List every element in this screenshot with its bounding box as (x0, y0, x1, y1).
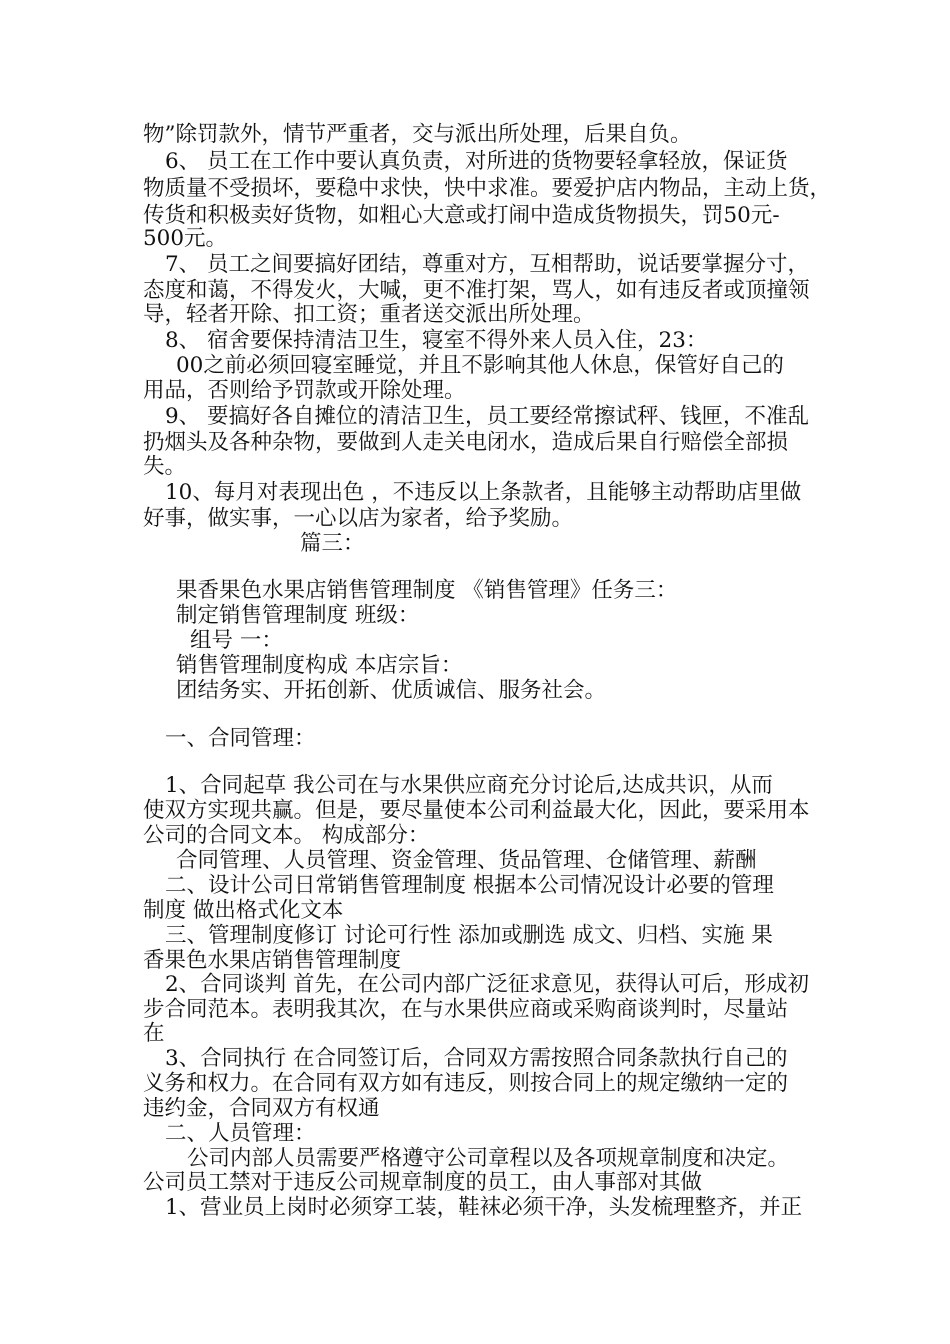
text-line: 态度和蔼，不得发火，大喊，更不准打架，骂人，如有违反者或顶撞领 (143, 278, 810, 303)
text-line: 违约金，合同双方有权通 (143, 1096, 380, 1121)
text-line: 步合同范本。表明我其次，在与水果供应商或采购商谈判时，尽量站 (143, 997, 789, 1022)
text-line: 使双方实现共赢。但是，要尽量使本公司利益最大化，因此，要采用本 (143, 798, 810, 823)
text-line: 扔烟头及各种杂物，要做到人走关电闭水，造成后果自行赔偿全部损 (143, 430, 789, 455)
text-line: 制度 做出格式化文本 (143, 898, 344, 923)
text-line: 公司内部人员需要严格遵守公司章程以及各项规章制度和决定。 (187, 1146, 790, 1171)
section-heading: 一、合同管理： (165, 726, 316, 751)
text-line: 物质量不受损坏，要稳中求快，快中求准。要爱护店内物品，主动上货， (143, 176, 832, 201)
text-line: 公司员工禁对于违反公司规章制度的员工，由人事部对其做 (143, 1170, 703, 1195)
text-line: 10、每月对表现出色 ，不违反以上条款者，且能够主动帮助店里做 (165, 480, 802, 505)
text-line: 香果色水果店销售管理制度 (143, 948, 402, 973)
text-line: 导，轻者开除、扣工资；重者送交派出所处理。 (143, 302, 595, 327)
text-line: 1、营业员上岗时必须穿工装，鞋袜必须干净，头发梳理整齐，并正 (165, 1195, 803, 1220)
text-line: 三、管理制度修订 讨论可行性 添加或删选 成文、归档、实施 果 (165, 923, 773, 948)
section-heading: 篇三： (300, 531, 365, 556)
text-line: 传货和积极卖好货物，如粗心大意或打闹中造成货物损失，罚50元- (143, 203, 780, 228)
text-line: 公司的合同文本。 构成部分： (143, 823, 430, 848)
text-line: 00之前必须回寝室睡觉，并且不影响其他人休息，保管好自己的 (176, 353, 784, 378)
text-line: 用品，否则给予罚款或开除处理。 (143, 378, 466, 403)
text-line: 500元。 (143, 226, 228, 251)
section-heading: 二、人员管理： (165, 1121, 316, 1146)
text-line: 合同管理、人员管理、资金管理、货品管理、仓储管理、薪酬 (176, 848, 757, 873)
text-line: 制定销售管理制度 班级： (176, 603, 420, 628)
text-line: 销售管理制度构成 本店宗旨： (176, 653, 463, 678)
text-line: 二、设计公司日常销售管理制度 根据本公司情况设计必要的管理 (165, 873, 774, 898)
text-line: 1、合同起草 我公司在与水果供应商充分讨论后,达成共识，从而 (165, 773, 773, 798)
text-line: 物”除罚款外，情节严重者，交与派出所处理，后果自负。 (143, 122, 692, 147)
text-line: 8、 宿舍要保持清洁卫生，寝室不得外来人员入住，23： (165, 328, 708, 353)
text-line: 7、 员工之间要搞好团结，尊重对方，互相帮助，说话要掌握分寸， (165, 252, 810, 277)
text-line: 6、 员工在工作中要认真负责，对所进的货物要轻拿轻放，保证货 (165, 149, 788, 174)
text-line: 失。 (143, 454, 187, 479)
text-line: 在 (143, 1021, 165, 1046)
text-line: 好事，做实事，一心以店为家者，给予奖励。 (143, 506, 574, 531)
text-line: 义务和权力。在合同有双方如有违反，则按合同上的规定缴纳一定的 (143, 1071, 789, 1096)
text-line: 组号 一： (190, 628, 283, 653)
text-line: 2、合同谈判 首先，在公司内部广泛征求意见，获得认可后，形成初 (165, 972, 810, 997)
text-line: 9、 要搞好各自摊位的清洁卫生，员工要经常擦试秤、钱匣，不准乱 (165, 404, 810, 429)
text-line: 3、合同执行 在合同签订后，合同双方需按照合同条款执行自己的 (165, 1046, 788, 1071)
text-line: 团结务实、开拓创新、优质诚信、服务社会。 (176, 678, 607, 703)
text-line: 果香果色水果店销售管理制度 《销售管理》任务三： (176, 578, 678, 603)
